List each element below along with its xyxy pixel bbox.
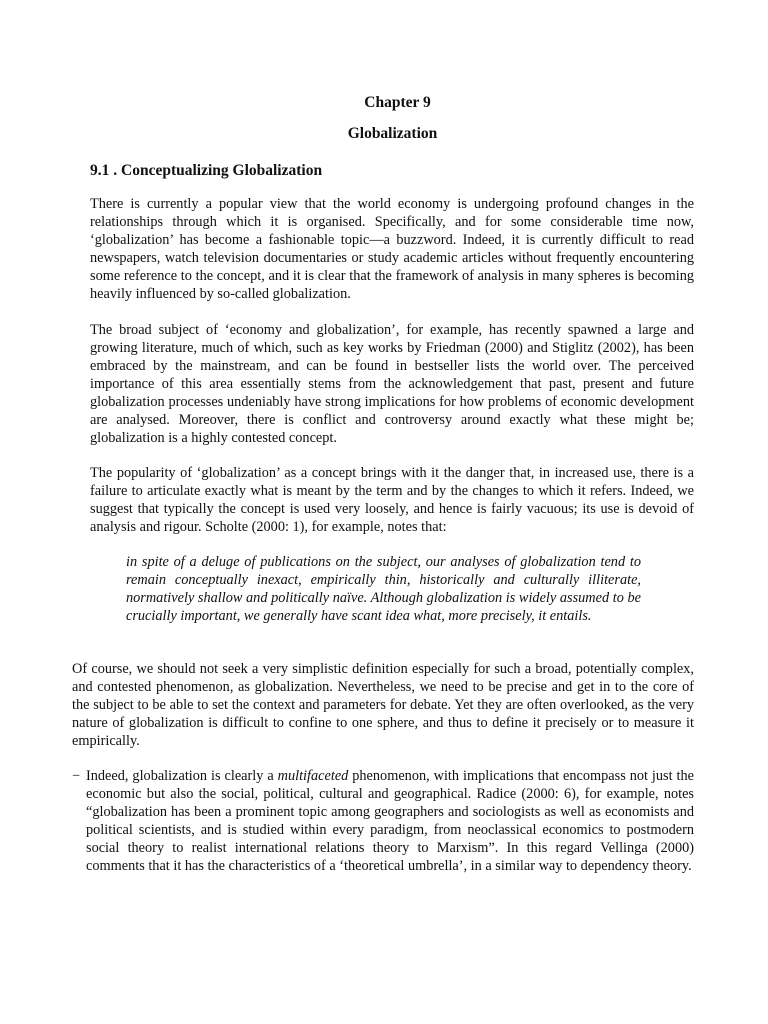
body-paragraph-4: Of course, we should not seek a very simplistic definition especially for such a broad, potentially complex, and contested phenomenon, as globalization. Nevertheless, we need to be precise and get in to the core of the subject to be able to set the context and parameters for debate. Yet they are often overlooked, as the very nature of globalization is difficult to confine to one sphere, and thus to define it precisely or to measure it empirically.	[72, 661, 694, 749]
bullet-text	[86, 767, 694, 875]
chapter-title: Globalization	[347, 125, 438, 142]
bullet-text-start: Indeed, globalization is clearly a	[86, 768, 278, 784]
chapter-number: Chapter 9	[364, 94, 431, 111]
section-heading: 9.1 . Conceptualizing Globalization	[90, 162, 323, 179]
bullet-emphasis: multifaceted	[277, 768, 349, 784]
body-paragraph-3: The popularity of ‘globalization’ as a concept brings with it the danger that, in increased use, there is a failure to articulate exactly what is meant by the term and by the changes to which it refers. Indeed, we suggest that typically the concept is used very loosely, and hence is fairly vacuous; its use is devoid of analysis and rigour. Scholte (2000: 1), for example, notes that:	[90, 465, 694, 535]
block-quote: in spite of a deluge of publications on the subject, our analyses of globalization tend to remain conceptually inexact, empirically thin, historically and culturally illiterate, normatively shallow and politically naïve. Although globalization is widely assumed to be crucially important, we generally have scant idea what, more precisely, it entails.	[126, 554, 641, 624]
dash-bullet-icon: −	[72, 768, 81, 784]
body-paragraph-1: There is currently a popular view that the world economy is undergoing profound changes in the relationships through which it is organised. Specifically, and for some considerable time now, ‘globalization’ has become a fashionable topic—a buzzword. Indeed, it is currently difficult to read newspapers, watch television documentaries or study academic articles without frequently encountering some reference to the concept, and it is clear that the framework of analysis in many spheres is becoming heavily influenced by so-called globalization.	[90, 196, 694, 302]
body-paragraph-2: The broad subject of ‘economy and globalization’, for example, has recently spawned a large and growing literature, much of which, such as key works by Friedman (2000) and Stiglitz (2002), has been embraced by the mainstream, and can be found in bestseller lists the world over. The perceived importance of this area essentially stems from the acknowledgement that past, present and future globalization processes undeniably have strong implications for how problems of economic development are analysed. Moreover, there is conflict and controversy around exactly what these might be; globalization is a highly contested concept.	[90, 322, 694, 446]
bullet-text-rest: phenomenon, with implications that encompass not just the economic but also the social, political, cultural and geographical. Radice (2000: 6), for example, notes “globalization has been a prominent topic among geographers and sociologists as well as economists and political scientists, and is studied within every paradigm, from neoclassical economics to postmodern social theory to realist international relations theory to Marxism”. In this regard Vellinga (2000) comments that it has the characteristics of a ‘theoretical umbrella’, in a similar way to dependency theory.	[86, 768, 694, 874]
